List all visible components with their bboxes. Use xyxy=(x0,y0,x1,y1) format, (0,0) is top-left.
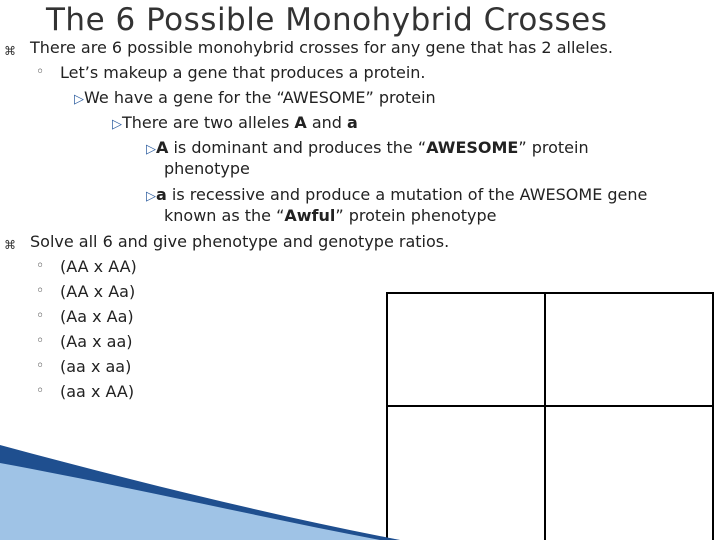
sub-bullet-icon: ◦ xyxy=(36,358,45,374)
sub-bullet-icon: ◦ xyxy=(36,283,45,299)
intro-text: There are 6 possible monohybrid crosses for any gene that has 2 alleles. xyxy=(30,38,613,57)
two-alleles-text: There are two alleles xyxy=(122,113,295,132)
two-alleles-line xyxy=(112,113,358,135)
recessive-line-2 xyxy=(164,206,497,226)
punnett-vertical-divider xyxy=(544,292,546,540)
triangle-bullet-icon: ▷ xyxy=(74,92,84,107)
sub-bullet-icon: ◦ xyxy=(36,383,45,399)
cross-item: (AA x AA) xyxy=(60,257,137,276)
sub-bullet-icon: ◦ xyxy=(36,258,45,274)
slide-title: The 6 Possible Monohybrid Crosses xyxy=(46,2,608,38)
sub-bullet-icon: ◦ xyxy=(36,333,45,349)
sub-bullet-icon: ◦ xyxy=(36,308,45,324)
decorative-wave xyxy=(0,445,400,540)
cross-item: (AA x Aa) xyxy=(60,282,136,301)
cross-item: (Aa x aa) xyxy=(60,332,133,351)
we-have-line xyxy=(74,88,436,110)
lets-text: Let’s makeup a gene that produces a protein. xyxy=(60,63,426,82)
recessive-allele: a xyxy=(156,185,167,204)
recessive-text: is recessive and produce a mutation of the AWESOME gene xyxy=(166,185,648,204)
triangle-bullet-icon: ▷ xyxy=(146,142,156,157)
solve-text: Solve all 6 and give phenotype and genotype ratios. xyxy=(30,232,450,251)
recessive-line xyxy=(146,185,647,207)
cross-item: (aa x aa) xyxy=(60,357,132,376)
dominant-line-2: phenotype xyxy=(164,159,250,178)
cross-item: (aa x AA) xyxy=(60,382,135,401)
bullet-icon: ⌘ xyxy=(4,238,16,252)
punnett-square xyxy=(386,292,714,540)
triangle-bullet-icon: ▷ xyxy=(112,117,122,132)
we-have-text: We have a gene for the “AWESOME” protein xyxy=(84,88,436,107)
and-text: and xyxy=(306,113,348,132)
allele-a: a xyxy=(347,113,358,132)
awful-word: Awful xyxy=(284,206,336,225)
known-as-text: known as the “ xyxy=(164,206,285,225)
allele-A: A xyxy=(294,113,307,132)
triangle-bullet-icon: ▷ xyxy=(146,189,156,204)
phenotype-text: ” protein phenotype xyxy=(335,206,497,225)
bullet-icon: ⌘ xyxy=(4,44,16,58)
dominant-text-end: ” protein xyxy=(518,138,589,157)
awesome-word: AWESOME xyxy=(426,138,519,157)
dominant-text: is dominant and produces the “ xyxy=(168,138,427,157)
cross-item: (Aa x Aa) xyxy=(60,307,134,326)
punnett-horizontal-divider xyxy=(386,405,714,407)
sub-bullet-icon: ◦ xyxy=(36,64,45,80)
dominant-allele: A xyxy=(156,138,169,157)
dominant-line xyxy=(146,138,589,160)
